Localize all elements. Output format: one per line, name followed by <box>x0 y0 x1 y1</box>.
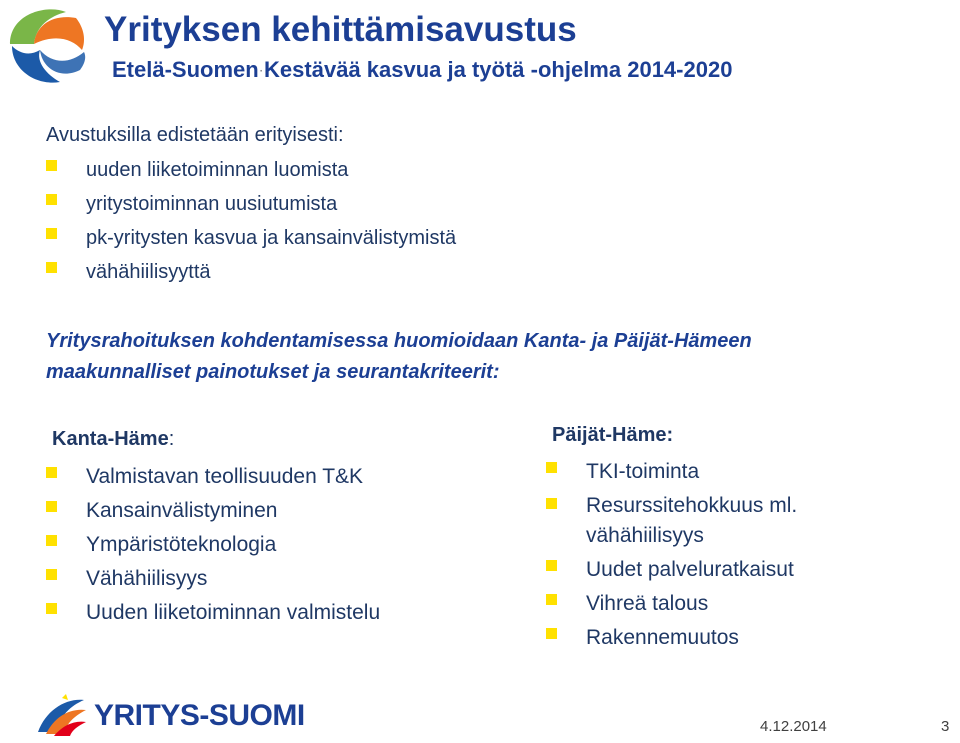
page-title: Yrityksen kehittämisavustus <box>104 10 577 49</box>
kanta-hame-list <box>46 460 380 630</box>
paijat-hame-heading: Päijät-Häme: <box>552 424 674 446</box>
yritys-suomi-logo <box>36 690 305 742</box>
list-item: uuden liiketoiminnan luomista <box>46 153 456 187</box>
subtitle-separator: · <box>259 65 264 77</box>
list-item: yritystoiminnan uusiutumista <box>46 187 456 221</box>
program-subtitle <box>112 57 732 83</box>
list-item-line: Resurssitehokkuus ml. <box>586 494 798 517</box>
list-item: Valmistavan teollisuuden T&K <box>46 460 380 494</box>
intro-text: Avustuksilla edistetään erityisesti: <box>46 124 344 146</box>
list-item: pk-yritysten kasvua ja kansainvälistymistä <box>46 221 456 255</box>
emphasis-line: maakunnalliset painotukset ja seurantakriteerit: <box>46 361 500 383</box>
kanta-hame-heading-colon: : <box>168 428 175 450</box>
list-item: Vähähiilisyys <box>46 562 380 596</box>
list-item: Uuden liiketoiminnan valmistelu <box>46 596 380 630</box>
list-item: Ympäristöteknologia <box>46 528 380 562</box>
paijat-hame-list <box>546 455 797 655</box>
list-item-line: vähähiilisyys <box>586 524 704 547</box>
yritys-suomi-logo-icon <box>36 692 88 740</box>
subtitle-region: Etelä-Suomen <box>112 57 259 82</box>
page-number: 3 <box>941 718 950 735</box>
emphasis-line: Yritysrahoituksen kohdentamisessa huomioidaan Kanta- ja Päijät-Hämeen <box>46 330 752 352</box>
list-item: Kansainvälistyminen <box>46 494 380 528</box>
emphasis-text <box>46 326 752 388</box>
list-item: Vihreä talous <box>546 587 797 621</box>
list-item: TKI-toiminta <box>546 455 797 489</box>
list-item: vähähiilisyyttä <box>46 255 456 289</box>
list-item: Uudet palveluratkaisut <box>546 553 797 587</box>
goals-list <box>46 153 456 289</box>
list-item: Rakennemuutos <box>546 621 797 655</box>
eu-regional-logo-icon <box>6 4 90 88</box>
slide-date: 4.12.2014 <box>760 718 827 735</box>
subtitle-program: Kestävää kasvua ja työtä -ohjelma 2014-2020 <box>264 57 733 82</box>
kanta-hame-heading-text: Kanta-Häme <box>52 428 169 450</box>
list-item <box>546 489 797 553</box>
brand-name: YRITYS-SUOMI <box>94 699 305 732</box>
kanta-hame-heading <box>52 428 174 451</box>
